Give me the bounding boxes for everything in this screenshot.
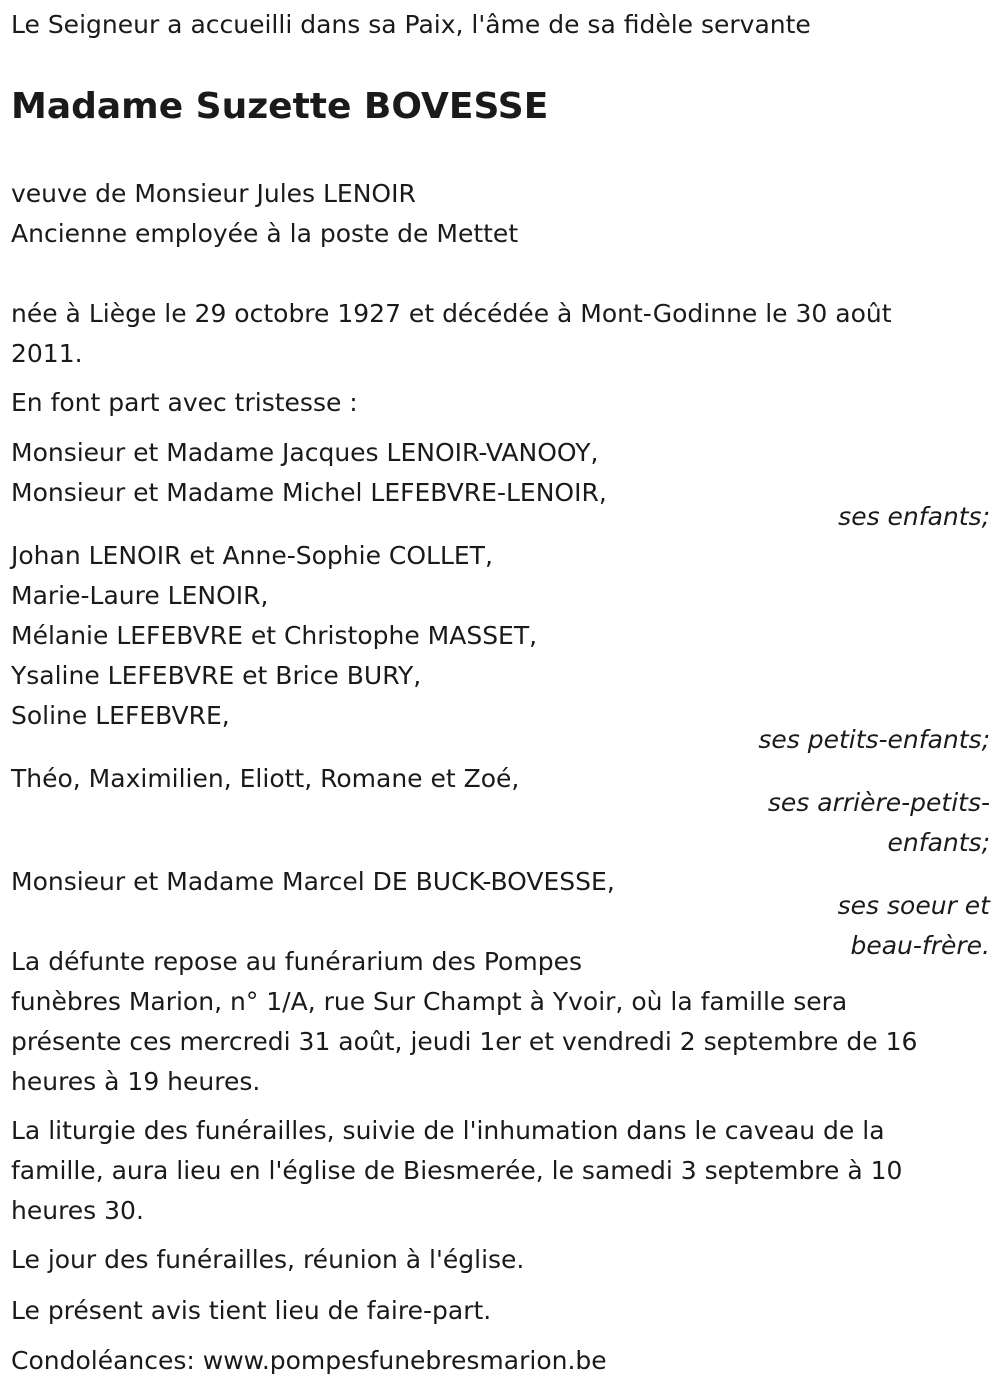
child-name: Monsieur et Madame Jacques LENOIR-VANOOY,	[11, 438, 599, 467]
relation-siblings: ses soeur et	[837, 891, 990, 920]
condolences-text: Condoléances: www.pompesfunebresmarion.be	[11, 1346, 607, 1375]
announce-text: En font part avec tristesse :	[11, 388, 358, 417]
intro-text: Le Seigneur a accueilli dans sa Paix, l'âme de sa fidèle servante	[11, 10, 811, 39]
birth-death-text: née à Liège le 29 octobre 1927 et décédée à Mont-Godinne le 30 août	[11, 299, 892, 328]
relation-grandchildren: ses petits-enfants;	[758, 725, 990, 754]
funerarium-text: présente ces mercredi 31 août, jeudi 1er et vendredi 2 septembre de 16	[11, 1027, 918, 1056]
liturgy-text: heures 30.	[11, 1196, 144, 1225]
relation-siblings-cont: beau-frère.	[850, 931, 990, 960]
meeting-text: Le jour des funérailles, réunion à l'église.	[11, 1245, 525, 1274]
grandchild-name: Ysaline LEFEBVRE et Brice BURY,	[11, 661, 422, 690]
grandchild-name: Marie-Laure LENOIR,	[11, 581, 269, 610]
great-grandchild-names: Théo, Maximilien, Eliott, Romane et Zoé,	[11, 764, 520, 793]
deceased-name: Madame Suzette BOVESSE	[11, 86, 549, 127]
liturgy-text: famille, aura lieu en l'église de Biesmerée, le samedi 3 septembre à 10	[11, 1156, 903, 1185]
grandchild-name: Soline LEFEBVRE,	[11, 701, 230, 730]
grandchild-name: Mélanie LEFEBVRE et Christophe MASSET,	[11, 621, 538, 650]
relation-great-grandchildren: ses arrière-petits-	[767, 788, 990, 817]
relation-great-grandchildren-cont: enfants;	[887, 828, 990, 857]
funerarium-text: heures à 19 heures.	[11, 1067, 261, 1096]
relation-children: ses enfants;	[838, 502, 990, 531]
funerarium-text: La défunte repose au funérarium des Pompes	[11, 947, 582, 976]
notice-text: Le présent avis tient lieu de faire-part.	[11, 1296, 492, 1325]
sibling-name: Monsieur et Madame Marcel DE BUCK-BOVESSE,	[11, 867, 615, 896]
funerarium-text: funèbres Marion, n° 1/A, rue Sur Champt à Yvoir, où la famille sera	[11, 987, 848, 1016]
grandchild-name: Johan LENOIR et Anne-Sophie COLLET,	[11, 541, 493, 570]
occupation-text: Ancienne employée à la poste de Mettet	[11, 219, 519, 248]
child-name: Monsieur et Madame Michel LEFEBVRE-LENOIR,	[11, 478, 607, 507]
liturgy-text: La liturgie des funérailles, suivie de l'inhumation dans le caveau de la	[11, 1116, 885, 1145]
birth-death-text-cont: 2011.	[11, 339, 83, 368]
widow-of-text: veuve de Monsieur Jules LENOIR	[11, 179, 416, 208]
